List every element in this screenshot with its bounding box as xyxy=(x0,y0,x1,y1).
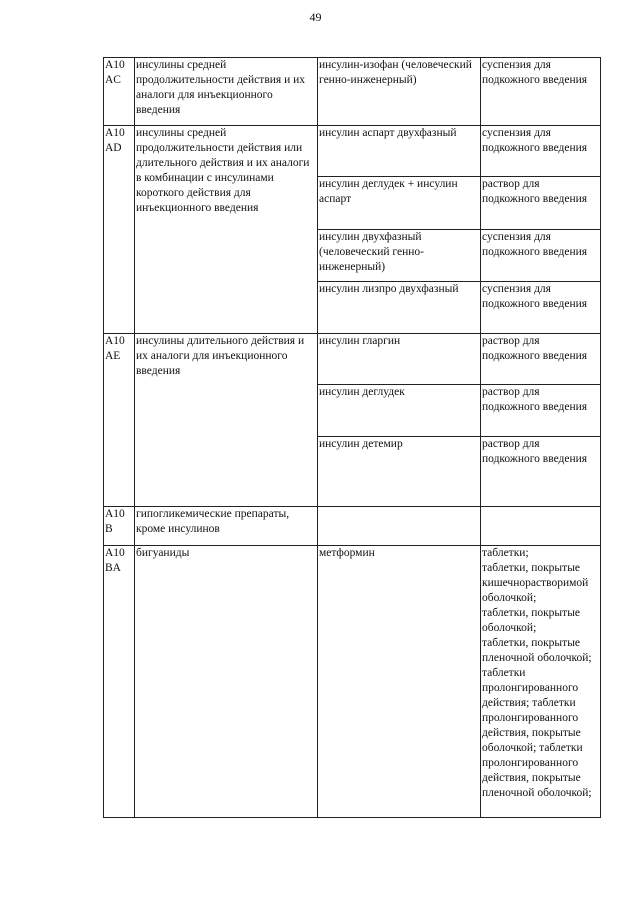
group-name-cell: инсулины средней продолжительности действия или длительного действия и их аналоги в комбинации с инсулинами короткого действия для инъекционного введения xyxy=(135,126,318,334)
dosage-form-cell: раствор для подкожного введения xyxy=(481,334,601,385)
atc-code-cell: A10 AE xyxy=(104,334,135,507)
table-row xyxy=(104,507,601,546)
atc-code-cell: A10 B xyxy=(104,507,135,546)
drug-name-cell xyxy=(318,507,481,546)
drug-name-cell: инсулин двухфазный (человеческий генно-инженерный) xyxy=(318,230,481,282)
drug-name-cell: инсулин детемир xyxy=(318,437,481,507)
dosage-form-cell: таблетки; таблетки, покрытые кишечнорастворимой оболочкой; таблетки, покрытые оболочкой; таблетки, покрытые пленочной оболочкой; таблетки пролонгированного действия; таблетки пролонгированного действия, покрытые оболочкой; таблетки пролонгированного действия, покрытые пленочной оболочкой; xyxy=(481,546,601,818)
table-row xyxy=(104,546,601,818)
group-name-cell: гипогликемические препараты, кроме инсулинов xyxy=(135,507,318,546)
drug-classification-table xyxy=(103,57,601,818)
drug-name-cell: инсулин лизпро двухфазный xyxy=(318,282,481,334)
drug-name-cell: инсулин аспарт двухфазный xyxy=(318,126,481,177)
group-name-cell: инсулины длительного действия и их аналоги для инъекционного введения xyxy=(135,334,318,507)
atc-code-cell: A10 BA xyxy=(104,546,135,818)
page-number: 49 xyxy=(309,10,322,24)
group-name-cell: инсулины средней продолжительности действия и их аналоги для инъекционного введения xyxy=(135,58,318,126)
drug-name-cell: инсулин деглудек xyxy=(318,385,481,437)
drug-name-cell: инсулин гларгин xyxy=(318,334,481,385)
table-row xyxy=(104,334,601,385)
table-row xyxy=(104,126,601,177)
dosage-form-cell: суспензия для подкожного введения xyxy=(481,282,601,334)
dosage-form-cell: раствор для подкожного введения xyxy=(481,177,601,230)
group-name-cell: бигуаниды xyxy=(135,546,318,818)
drug-name-cell: инсулин деглудек + инсулин аспарт xyxy=(318,177,481,230)
dosage-form-cell xyxy=(481,507,601,546)
dosage-form-cell: суспензия для подкожного введения xyxy=(481,230,601,282)
atc-code-cell: A10 AD xyxy=(104,126,135,334)
table-row xyxy=(104,58,601,126)
drug-name-cell: инсулин-изофан (человеческий генно-инженерный) xyxy=(318,58,481,126)
atc-code-cell: A10 AC xyxy=(104,58,135,126)
dosage-form-cell: раствор для подкожного введения xyxy=(481,437,601,507)
dosage-form-cell: суспензия для подкожного введения xyxy=(481,58,601,126)
drug-name-cell: метформин xyxy=(318,546,481,818)
dosage-form-cell: суспензия для подкожного введения xyxy=(481,126,601,177)
dosage-form-cell: раствор для подкожного введения xyxy=(481,385,601,437)
